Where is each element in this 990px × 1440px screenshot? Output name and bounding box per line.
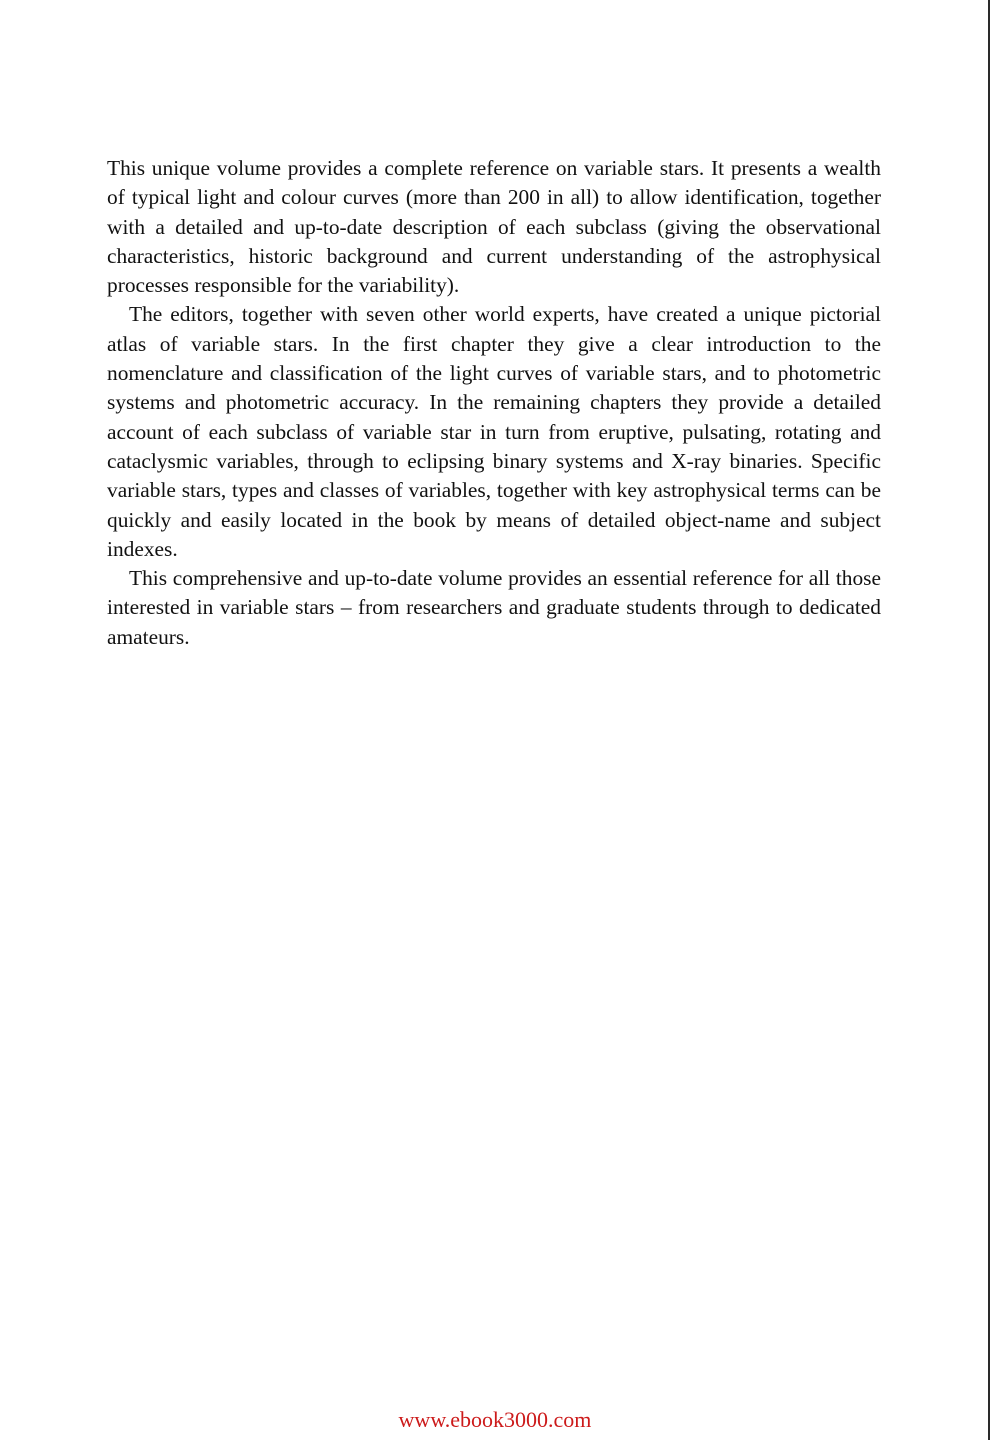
description-paragraph-1: This unique volume provides a complete reference on variable stars. It presents a wealth of typical light and colour curves (more than 200 in all) to allow identification, together with a detailed and up-to-date description of each subclass (giving the observational characteristics, historic background and current understanding of the astrophysical processes responsible for the variability).	[107, 156, 881, 298]
book-description	[107, 154, 881, 652]
description-paragraph-3: This comprehensive and up-to-date volume provides an essential reference for all those interested in variable stars – from researchers and graduate students through to dedicated amateurs.	[107, 566, 881, 649]
description-paragraph-2: The editors, together with seven other world experts, have created a unique pictorial atlas of variable stars. In the first chapter they give a clear introduction to the nomenclature and classification of the light curves of variable stars, and to photometric systems and photometric accuracy. In the remaining chapters they provide a detailed account of each subclass of variable star in turn from eruptive, pulsating, rotating and cataclysmic variables, through to eclipsing binary systems and X-ray binaries. Specific variable stars, types and classes of variables, together with key astrophysical terms can be quickly and easily located in the book by means of detailed object-name and subject indexes.	[107, 302, 881, 561]
footer-website-link[interactable]: www.ebook3000.com	[398, 1407, 592, 1432]
